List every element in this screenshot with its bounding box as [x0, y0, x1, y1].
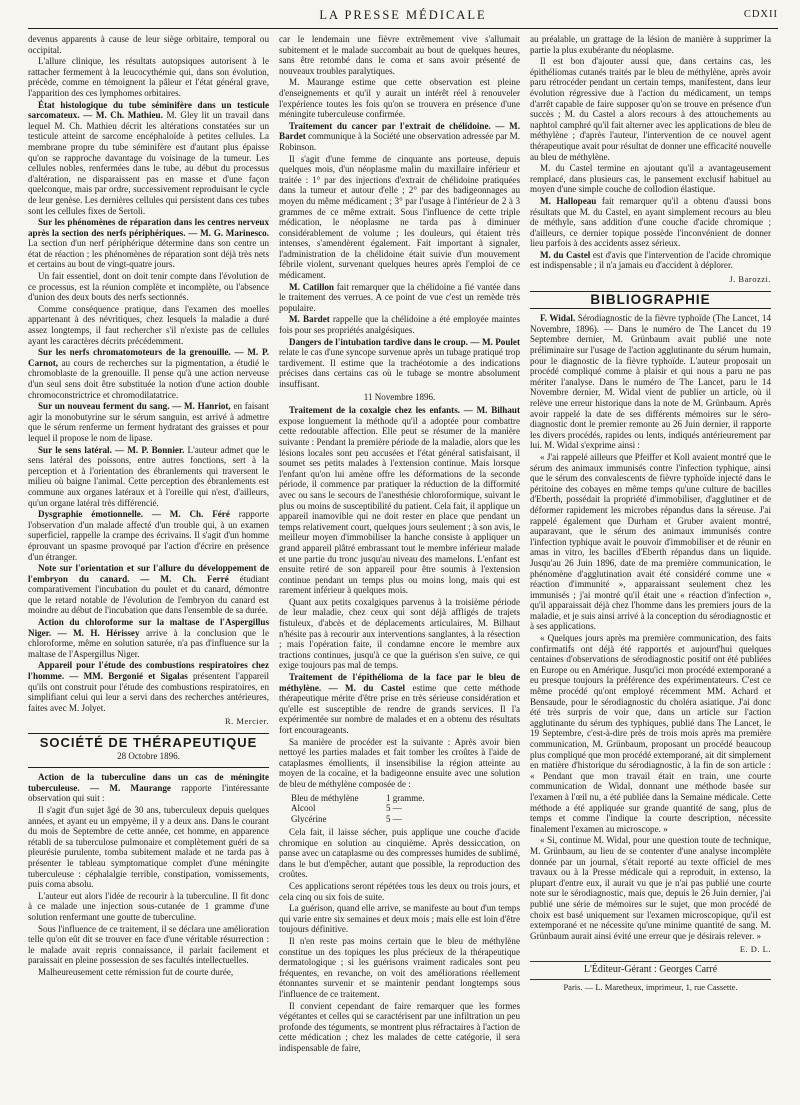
paragraph-text: Il s'agit d'un sujet âgé de 30 ans, tuberculeux depuis quelques années, et ayant eu un empyème, il y a deux ans. Dans le courant du mois de Septembre de cette année, cet homme, en apparence rétabli de sa tuberculose pulmonaire et complètement guéri de sa pleurésie purulente, tomba subitement malade et ne tarda pas à présenter le tableau symptomatique complet d'une méningite tuberculeuse : céphalalgie terrible, constipation, vomissements, puis coma absolu.: [28, 804, 269, 890]
formula-block: [291, 793, 520, 825]
paragraph: [28, 617, 269, 659]
paragraph-text: Quant aux petits coxalgiques parvenus à la troisième période de leur maladie, chez ceux qui sont déjà affligés de trajets fistuleux, d'abcès et de déplacements articulaires, M. Bilhaut n'hésite pas à recourir aux interventions sanglantes, à la résection ; mais l'opération faite, il condamne encore le membre aux tractions continues, jusqu'à ce que la guérison s'en suive, ce qui exige toujours pas mal de temps.: [279, 596, 520, 671]
paragraph: [279, 881, 520, 902]
paragraph-text: étudiant comparativement l'incubation du poulet et du canard, démontre que le retard notable de l'évolution de l'embryon du canard est moindre au début de l'incubation que dans l'ensemble de sa durée.: [28, 573, 269, 616]
paragraph-heading: Traitement de la coxalgie chez les enfants. — M. Bilhaut: [289, 405, 520, 416]
signature-barozzi: J. Barozzi.: [729, 274, 771, 285]
paragraph-text: Il n'en reste pas moins certain que le bleu de méthylène constitue un des topiques les plus précieux de la thérapeutique dermatologique ; si les guérisons vraiment radicales sont peu fréquentes, en revanche, on voit des améliorations réellement étonnantes survenir et se maintenir pendant longtemps sous l'influence de ce traitement.: [279, 936, 520, 999]
paragraph-text: communique à la Société une observation adressée par M. Robinson.: [279, 131, 520, 152]
paragraph-text: Il convient cependant de faire remarquer que les formes végétantes et celles qui se caractérisent par une infiltration un peu profonde des téguments, se montrent plus réfractaires à l'action de cette médication ; chez les malades de cette catégorie, il sera indispensable de faire,: [279, 1000, 520, 1053]
section-date: 28 Octobre 1896.: [117, 750, 180, 761]
paragraph-heading: Action du chloroforme sur la maltase de l'Aspergillus Niger. — M. H. Hérissey: [28, 617, 269, 638]
paragraph: [530, 34, 771, 55]
paragraph-text: au cours de recherches sur la pigmentation, a étudié le chromoblaste de la grenouille. Il pense qu'à une action nerveuse d'un seul sens doit être substituée la notion d'une action double chromoconstrictrice et chromodilatatrice.: [28, 357, 269, 400]
ingredient-name: Bleu de méthylène: [291, 792, 359, 803]
editor-line: L'Éditeur-Gérant : Georges Carré: [530, 961, 771, 976]
paragraph: [28, 347, 269, 400]
paragraph: [28, 401, 269, 443]
paragraph-heading: Dangers de l'intubation tardive dans le croup. — M. Poulet: [289, 336, 520, 347]
paragraph-text: L'auteur admet que le sens latéral des poissons, entre autres fonctions, sert à la perception et à l'orientation des ébranlements qui traversent le milieu où baigne l'animal. Cette perception des ébranlements est commune aux organes latéraux et à l'oreille qui n'est, d'ailleurs, qu'un organe latéral très différencié.: [28, 444, 269, 508]
paragraph-text: présentent l'appareil qu'ils ont construit pour l'étude des combustions respiratoires, en simplifiant celui qui leur a servi dans des recherches antérieures, faites avec M. Jolyet.: [28, 671, 269, 713]
paragraph-text: Il est bon d'ajouter aussi que, dans certains cas, les épithéliomas cutanés traités par le bleu de méthylène, après avoir paru rétrocéder pendant un certain temps, manifestent, dans leur évolution régressive due à l'action du médicament, un temps d'arrêt capable de faire supposer qu'on se trouve en présence d'un succès ; M. du Castel a alors recours à des attouchements au naphtol camphré qu'il fait alterner avec les applications de bleu de méthylène ; d'après l'auteur, l'intervention de ce nouvel agent thérapeutique avait pour résultat de donner une efficacité nouvelle au bleu de méthylène.: [530, 56, 771, 162]
paragraph-text: Cela fait, il laisse sécher, puis applique une couche d'acide chromique en solution au cinquième. Après dessiccation, on panse avec un cataplasme ou des compresses humides de sublimé, dans le but d'empêcher, autant que possible, la reproduction des croûtes.: [279, 827, 520, 880]
article-columns: [28, 34, 778, 1099]
paragraph-heading: Sur les nerfs chromatomoteurs de la grenouille. — M. P. Carnot,: [28, 347, 269, 368]
bibliography-heading: BIBLIOGRAPHIE: [530, 291, 771, 310]
paragraph: [279, 405, 520, 596]
paragraph-text: Il s'agit d'une femme de cinquante ans porteuse, depuis quelques mois, d'un néoplasme malin du maxillaire inférieur et traitée : 1° par des injections d'extrait de chélidoine pratiquées dans la tumeur et autour d'elle ; 2° par des badigeonnages au moyen du même médicament ; 3° par l'usage à l'intérieur de 2 à 3 grammes de ce même extrait. Sous l'influence de cette triple médication, le néoplasme ne tarda pas à diminuer considérablement de volume ; les douleurs, qui étaient très intenses, s'amendèrent également. Fait important à signaler, l'administration de la chélidoine était suivie d'un mouvement fébrile violent, survenant quelques heures après l'emploi de ce médicament.: [279, 153, 520, 281]
paragraph: [279, 337, 520, 390]
paragraph: [530, 56, 771, 162]
paragraph: [28, 967, 269, 978]
paragraph-text: « Si, continue M. Widal, pour une question toute de technique, M. Grünbaum, au lieu de se contenter d'une analyse incomplète donnée par un journal, s'était reporté au texte officiel de mes travaux ou à la Presse médicale qui a reproduit, in extenso, la plupart d'entre eux, il aurait vu que je n'ai pas publié une courte note sur le sérodiagnostic, mais que, depuis le 26 Juin dernier, j'ai publié une série de mémoires sur le sujet, que mon procédé de choix est basé uniquement sur l'examen microscopique, qu'il est extemporané et ne nécessite qu'une minime quantité de sang. M. Grünbaum aurait ainsi évité une erreur que je désirais relever. »: [530, 835, 771, 941]
formula-row: [291, 793, 520, 804]
paragraph-text: Sa manière de procéder est la suivante : Après avoir bien nettoyé les parties malades et fait tomber les croûtes à l'aide de cataplasmes émollients, il insensibilise la région atteinte au moyen de la cocaïne, et la badigeonne ensuite avec une solution de bleu de méthylène composée de :: [279, 736, 520, 789]
paragraph-text: fait remarquer que la chélidoine a fié vantée dans le traitement des verrues. A ce point de vue c'est un remède très populaire.: [279, 281, 520, 313]
paragraph: [530, 633, 771, 834]
column-left: [28, 34, 269, 1099]
paragraph-heading: Dysgraphie émotionnelle. — M. Ch. Féré: [38, 509, 230, 520]
paragraph: [28, 271, 269, 303]
paragraph: [28, 34, 269, 55]
paragraph: [28, 56, 269, 98]
paragraph: [28, 509, 269, 562]
paragraph-heading: Sur un nouveau ferment du sang. — M. Hanriot,: [38, 401, 231, 412]
ingredient-name: Glycérine: [291, 813, 327, 824]
paragraph: [530, 313, 771, 451]
paragraph-text: est d'avis que l'intervention de l'acide chromique est indispensable ; il n'a jamais eu d'accident à déplorer.: [530, 249, 771, 271]
paragraph: [279, 121, 520, 153]
paragraph-text: au préalable, un grattage de la lésion de manière à supprimer la partie la plus exubérante du néoplasme.: [530, 34, 771, 55]
section-title: SOCIÉTÉ DE THÉRAPEUTIQUE: [39, 735, 258, 750]
ingredient-quantity: 1 gramme.: [386, 792, 425, 803]
paragraph-heading: État histologique du tube séminifère dans un testicule sarcomateux. — M. Ch. Mathieu.: [28, 99, 269, 121]
paragraph: [28, 100, 269, 217]
paragraph: [279, 936, 520, 1000]
signature-edl: E. D. L.: [739, 944, 771, 955]
ingredient-quantity: 5 —: [386, 803, 402, 814]
paragraph: [279, 77, 520, 119]
page-header: [28, 8, 778, 29]
paragraph: [28, 805, 269, 890]
paragraph: [279, 597, 520, 671]
signature-mercier: R. Mercier.: [225, 716, 269, 727]
paragraph-heading: M. Catillon: [289, 281, 334, 292]
column-middle: [279, 34, 520, 1099]
paragraph: [279, 737, 520, 790]
paragraph-text: relate le cas d'une syncope survenue après un tubage pratiqué trop tardivement. Il estime que la trachéotomie a des indications précises dans certains cas où le tubage se montre absolument insuffisant.: [279, 347, 520, 389]
paragraph-text: Ces applications seront répétées tous les deux ou trois jours, et cela cinq ou six fois de suite.: [279, 881, 520, 902]
paragraph-text: rappelle que la chélidoine a été employée maintes fois pour ses propriétés analgésiques.: [279, 314, 520, 336]
section-heading: [28, 733, 269, 768]
paragraph: [28, 772, 269, 804]
paragraph: [279, 1001, 520, 1054]
paragraph: [279, 827, 520, 880]
paragraph-heading: Sur les phénomènes de réparation dans les centres nerveux après la section des nerfs périphériques. — M. G. Marinesco.: [28, 217, 269, 238]
paragraph-text: estime que cette méthode thérapeutique mérite d'être prise en très sérieuse considération et qu'elle est susceptible de rendre de grands services. Il l'a expérimentée sur nombre de malades et en a obtenu des résultats fort encourageants.: [279, 682, 520, 735]
paragraph: [28, 563, 269, 616]
paragraph: [530, 452, 771, 632]
paragraph: [279, 154, 520, 281]
paragraph: [279, 672, 520, 736]
paragraph: [28, 304, 269, 346]
paragraph-text: La guérison, quand elle arrive, se manifeste au bout d'un temps qui varie entre six semaines et deux mois ; mais elle est loin d'être toujours définitive.: [279, 903, 520, 935]
paragraph-text: M. du Castel termine en ajoutant qu'il a avantageusement remplacé, dans plusieurs cas, le pansement exclusif habituel au moyen d'une simple couche de collodion élastique.: [530, 163, 771, 195]
paragraph: [28, 924, 269, 966]
paragraph: [28, 445, 269, 509]
paragraph-heading: Action de la tuberculine dans un cas de méningite tuberculeuse. — M. Maurange: [28, 772, 269, 793]
paragraph: [28, 217, 269, 270]
paragraph-text: L'auteur eut alors l'idée de recourir à la tuberculine. Il fit donc à ce malade une injection sous-cutanée de 1 gramme d'une solution renfermant une goutte de tuberculine.: [28, 890, 269, 922]
paragraph-text: M. Maurange estime que cette observation est pleine d'enseignements et qu'il y aurait un intérêt réel à renouveler l'expérience toutes les fois qu'on se trouvera en présence d'une méningite tuberculeuse confirmée.: [279, 77, 520, 120]
paragraph-heading: Traitement du cancer par l'extrait de chélidoine. — M. Bardet: [279, 120, 520, 142]
paragraph-heading: M. Bardet: [289, 314, 330, 325]
paragraph: [279, 34, 520, 76]
ingredient-name: Alcool: [291, 803, 316, 814]
paragraph-text: Malheureusement cette rémission fut de courte durée,: [38, 966, 234, 977]
formula-row: [291, 814, 520, 825]
paragraph-heading: Sur le sens latéral. — M. P. Bonnier.: [38, 444, 185, 455]
paragraph: [530, 250, 771, 271]
paragraph-text: fait remarquer qu'il a obtenu d'aussi bons résultats que M. du Castel, en ayant simplement recours au bleu de méthyle, sans addition d'une couche d'acide chromique ; d'ailleurs, ce dernier topique possède l'inconvénient de donner lieu parfois à des accidents assez sérieux.: [530, 195, 771, 249]
paragraph-text: Un fait essentiel, dont on doit tenir compte dans l'évolution de ce processus, est la réunion complète et incomplète, ou l'absence d'union des deux bouts des nerfs sectionnés.: [28, 271, 269, 303]
printer-line: Paris. — L. Maretheux, imprimeur, 1, rue Cassette.: [530, 979, 771, 993]
column-right: [530, 34, 771, 1099]
paragraph: [530, 196, 771, 249]
paragraph-heading: Appareil pour l'étude des combustions respiratoires chez l'homme. — MM. Bergonié et Sigalas: [28, 660, 269, 682]
paragraph-heading: M. Hallopeau: [540, 195, 597, 206]
session-date: 11 Novembre 1896.: [363, 391, 436, 402]
paragraph-text: rapporte l'intéressante observation qui suit :: [28, 782, 269, 804]
page-number: CDXII: [743, 9, 778, 20]
journal-title: LA PRESSE MÉDICALE: [319, 8, 487, 22]
paragraph-heading: Note sur l'orientation et sur l'allure du développement de l'embryon du canard. — M. Ch. Ferré: [28, 563, 269, 584]
paragraph: [530, 835, 771, 941]
paragraph: [28, 891, 269, 923]
paragraph-text: L'allure clinique, les résultats autopsiques autorisent à le rattacher fermement à la leucocythémie qui, dans son évolution, précède, comme en témoignent la pâleur et l'état général grave, l'apparition des ces lymphomes orbitaires.: [28, 56, 269, 98]
paragraph-heading: M. du Castel: [540, 249, 591, 260]
ingredient-quantity: 5 —: [386, 813, 402, 824]
paragraph-text: en faisant agir la monobutyrine sur le sérum sanguin, est arrivé à admettre que le sérum renferme un ferment hydratant des graisses et pour lequel il propose le nom de lipase.: [28, 401, 269, 443]
paragraph-heading: F. Widal.: [540, 313, 576, 324]
paragraph-text: arrive à la conclusion que le chloroforme, même en solution saturée, n'a pas d'influence sur la maltase de l'Aspergillus Niger.: [28, 627, 269, 659]
paragraph-heading: Traitement de l'épithélioma de la face par le bleu de méthylène. — M. du Castel: [279, 672, 520, 693]
paragraph: [28, 660, 269, 713]
formula-row: [291, 803, 520, 814]
paragraph-text: expose longuement la méthode qu'il a adoptée pour combattre cette redoutable affection. Elle peut se résumer de la manière suivante : Pendant la première période de la maladie, alors que les lésions locales sont peu accusées et l'état général satisfaisant, il soumet ses petits malades à l'extension continue. Mais lorsque l'enfant qu'on lui amène offre les déformations de la seconde période, il commence par pratiquer la réduction de la difformité avec ou sans le secours de l'anesthésie chloroformique, suivant le plus ou moins de susceptibilité du patient. Cela fait, il applique un appareil inamovible qui ne doit rester en place que pendant un temps relativement court, quelques jours seulement ; à son avis, le meilleur moyen d'immobiliser la hanche consiste à appliquer un grand appareil plâtré embrassant tout le membre inférieur malade et une partie du tronc jusqu'au niveau des mamelons. L'enfant est ensuite retiré de son appareil pour être soumis à l'extension continue pendant un temps plus ou moins long, mais qui est rarement inférieur à quelques mois.: [279, 415, 520, 596]
paragraph-text: car le lendemain une fièvre extrêmement vive s'allumait subitement et le malade succombait au bout de quelques heures, sans être retombé dans le coma et sans avoir présenté de nouveaux troubles paralytiques.: [279, 34, 520, 76]
paragraph-text: rapporte l'observation d'un malade affecté d'un trouble qui, à un examen superficiel, rappelle la crampe des écrivains. Il s'agit d'un homme éprouvant un spasme provoqué par l'action d'écrire en présence d'un étranger.: [28, 509, 269, 562]
paragraph-text: « Quelques jours après ma première communication, des faits confirmatifs ont déjà été rapportés et aujourd'hui quelques centaines d'observations de sérodiagnostic positif ont été publiées en Europe ou en Amérique. Jusqu'ici mon procédé extemporané a eu presque toujours la préférence des expérimentateurs. C'est ce même procédé qu'ont employé récemment MM. Achard et Bensaude, pour le sérodiagnostic du choléra asiatique. J'ai donc été très surpris de voir que, dans un article sur l'action agglutinante du sérum des typhiques, publié dans The Lancet, le 19 Septembre, c'est-à-dire près de trois mois après ma première communication, M. Grünbaum, proposant un procédé beaucoup plus compliqué que mon procédé extemporané, ait dit simplement en matière d'historique du sérodiagnostic, à la fin de son article : « Pendant que mon travail était en train, une courte communication de Widal, donnant une méthode basée sur l'examen à l'œil nu, a été publiée dans la Semaine médicale. Cette méthode a été appliquée sur grande quantité de sang, plus de temps et comme l'indique la courte description, nécessite finalement l'examen au microscope. »: [530, 633, 771, 834]
paragraph-text: Sous l'influence de ce traitement, il se déclara une amélioration telle qu'on eût dit se trouver en face d'une véritable résurrection : le malade avait repris connaissance, il parlait facilement et paraissait en pleine possession de ses facultés intellectuelles.: [28, 923, 269, 966]
paragraph-text: Comme conséquence pratique, dans l'examen des moelles appartenant à des névritiques, chez lesquels la maladie a duré assez longtemps, il faut rechercher s'il n'existe pas de cellules ayant les caractères décrits précédemment.: [28, 303, 269, 346]
paragraph-text: devenus apparents à cause de leur siège orbitaire, temporal ou occipital.: [28, 34, 269, 55]
paragraph: [279, 282, 520, 314]
paragraph: [279, 314, 520, 335]
paragraph-text: M. Gley lit un travail dans lequel M. Ch. Mathieu décrit les altérations constatées sur un testicule atteint de sarcome encéphaloïde à petites cellules. La membrane propre du tube séminifère est d'autant plus épaisse qu'on se rapproche davantage du voisinage de la tumeur. Les cellules nobles, renfermées dans le tube, au début du processus d'altération, ne disparaissent pas en masse et d'une façon quelconque, mais par ordre, successivement reproduisant le cycle de leur genèse. Les dernières cellules qui persistent dans ces tubes sont les cellules fixes de Sertoli.: [28, 110, 269, 216]
paragraph: [530, 163, 771, 195]
paragraph: [279, 903, 520, 935]
paragraph-text: Sérodiagnostic de la fièvre typhoïde (The Lancet, 14 Novembre, 1896). — Dans le numéro de The Lancet du 19 Septembre dernier, M. Grünbaum avait publié une note préliminaire sur l'usage de l'action agglutinante du sérum humain, pour le diagnostic de la fièvre typhoïde. L'auteur proposait un procédé compliqué comme à plaisir et qui nous a paru ne pas mériter l'analyse. Dans le numéro de The Lancet, paru le 14 Novembre dernier, M. Widal vient de publier un article, où il relève une erreur historique dans la note de M. Grünbaum. Après avoir rappelé la date de ses différents mémoires sur le séro-diagnostic dont le premier remonte au 26 Juin dernier, il rapporte les divers procédés, rapides ou lents, indiqués antérieurement par lui. M. Widal s'exprime ainsi :: [530, 313, 771, 451]
paragraph-text: « J'ai rappelé ailleurs que Pfeiffer et Koll avaient montré que le sérum des animaux immunisés contre l'infection typhique, ainsi que le sérum des convalescents de fièvre typhoïde injecté dans le péritoine des cobayes en même temps qu'une culture de bacilles d'Eberth, possédait la propriété d'immobiliser, d'agglutiner et de déformer rapidement les microbes répandus dans la séreuse. J'ai rappelé également que Durham et Gruber avaient montré, auparavant, que le sérum des animaux immunisés contre l'infection typhique avait le pouvoir d'immobiliser et de réunir en amas in vitro, les bacilles d'Eberth répandus dans un liquide. Jusqu'au 26 Juin 1896, date de ma première communication, le phénomène d'agglutination avait été considéré comme une « réaction d'immunité », apparaissant seulement chez les immunisés ; j'ai montré qu'il était une « réaction d'infection », qu'il apparaissait déjà chez l'homme dans les premiers jours de la maladie, et je suis ainsi arrivé à la conception du sérodiagnostic et à ses applications.: [530, 451, 771, 632]
paragraph-text: La section d'un nerf périphérique détermine dans son centre un état de réaction ; les phénomènes de réparation sont déjà très nets et certains au bout de vingt-quatre jours.: [28, 238, 269, 270]
